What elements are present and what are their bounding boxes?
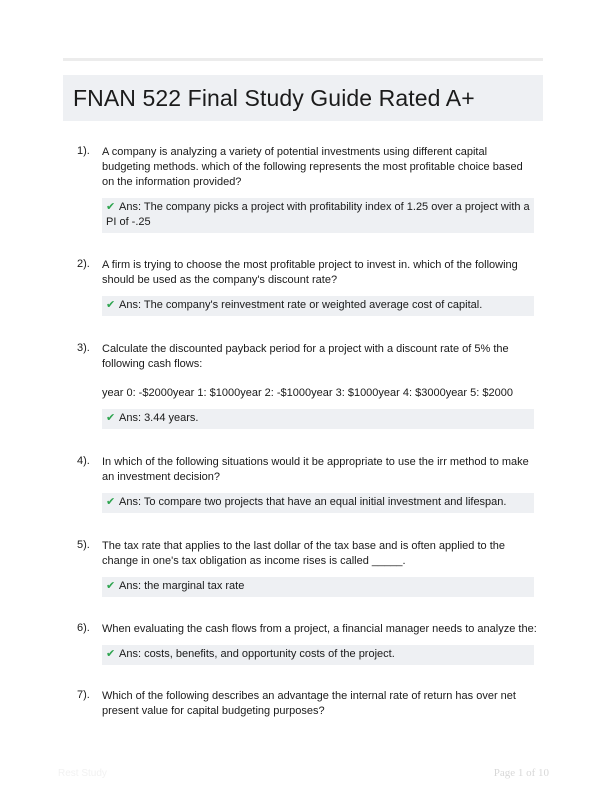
check-icon: ✔ <box>106 496 116 508</box>
question-body: In which of the following situations would it be appropriate to use the irr method to make an investment decision? <box>102 456 529 483</box>
answer-text: Ans: The company's reinvestment rate or weighted average cost of capital. <box>119 299 483 311</box>
question-body: Which of the following describes an advantage the internal rate of return has over net present value for capital budgeting purposes? <box>102 690 516 717</box>
title-banner <box>63 75 543 121</box>
question-text <box>102 689 537 719</box>
answer-box <box>102 198 534 233</box>
question-text <box>102 539 537 569</box>
question-text <box>102 342 537 401</box>
question-item <box>77 622 537 665</box>
question-body: A company is analyzing a variety of potential investments using different capital budgeting methods. which of the following represents the most profitable choice based on the information provided? <box>102 146 523 188</box>
check-icon: ✔ <box>106 412 116 424</box>
question-text <box>102 258 537 288</box>
question-item <box>77 258 537 316</box>
question-text <box>102 455 537 485</box>
answer-box <box>102 409 534 429</box>
question-number: 4). <box>77 455 90 467</box>
question-item <box>77 539 537 597</box>
check-icon: ✔ <box>106 648 116 660</box>
question-body: When evaluating the cash flows from a project, a financial manager needs to analyze the: <box>102 623 537 635</box>
footer-watermark: Rest Study <box>58 768 107 779</box>
question-number: 3). <box>77 342 90 354</box>
question-item <box>77 689 537 719</box>
answer-text: Ans: costs, benefits, and opportunity costs of the project. <box>119 648 395 660</box>
check-icon: ✔ <box>106 299 116 311</box>
question-item <box>77 145 537 233</box>
question-text <box>102 622 537 637</box>
top-divider <box>63 58 543 61</box>
answer-text: Ans: The company picks a project with profitability index of 1.25 over a project with a PI of -.25 <box>106 201 530 228</box>
question-item <box>77 455 537 513</box>
answer-text: Ans: 3.44 years. <box>119 412 199 424</box>
check-icon: ✔ <box>106 201 116 213</box>
question-body: The tax rate that applies to the last dollar of the tax base and is often applied to the change in one's tax obligation as income rises is called _____. <box>102 540 505 567</box>
answer-box <box>102 577 534 597</box>
question-number: 5). <box>77 539 90 551</box>
question-number: 6). <box>77 622 90 634</box>
page-indicator: Page 1 of 10 <box>493 767 549 779</box>
question-number: 7). <box>77 689 90 701</box>
question-body: A firm is trying to choose the most profitable project to invest in. which of the following should be used as the company's discount rate? <box>102 259 518 286</box>
question-number: 2). <box>77 258 90 270</box>
cash-flows-text: year 0: -$2000year 1: $1000year 2: -$1000year 3: $1000year 4: $3000year 5: $2000 <box>102 387 513 399</box>
question-body: Calculate the discounted payback period for a project with a discount rate of 5% the following cash flows: <box>102 343 509 370</box>
answer-box <box>102 296 534 316</box>
check-icon: ✔ <box>106 580 116 592</box>
question-number: 1). <box>77 145 90 157</box>
question-item <box>77 342 537 429</box>
answer-box <box>102 645 534 665</box>
answer-box <box>102 493 534 513</box>
page-title: FNAN 522 Final Study Guide Rated A+ <box>73 85 475 111</box>
answer-text: Ans: the marginal tax rate <box>119 580 245 592</box>
answer-text: Ans: To compare two projects that have an equal initial investment and lifespan. <box>119 496 507 508</box>
question-text <box>102 145 537 190</box>
